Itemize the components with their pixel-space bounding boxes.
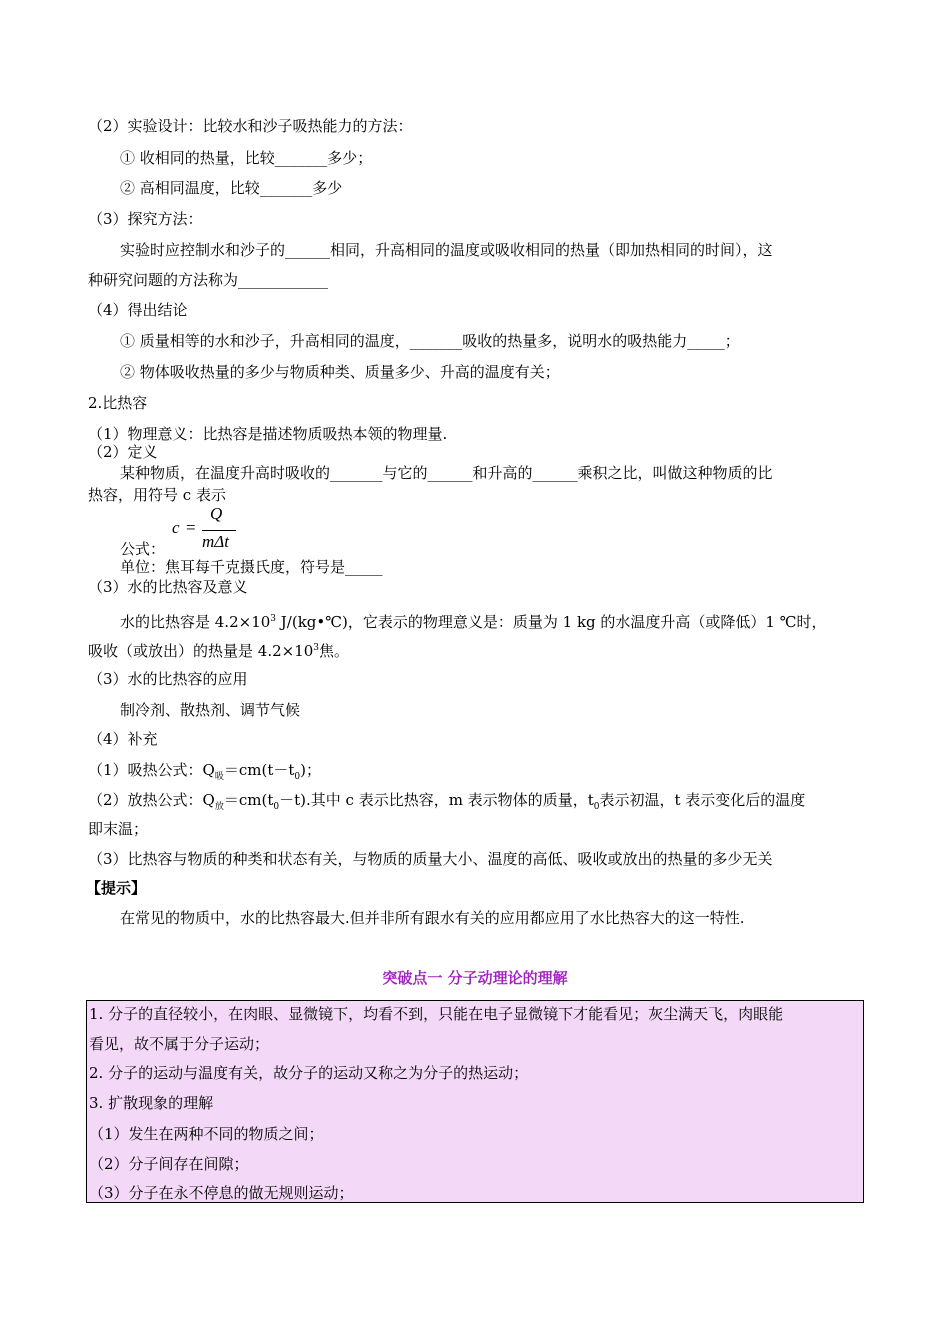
- text-line: （4）得出结论: [88, 301, 188, 319]
- text-line: （4）补充: [88, 730, 158, 748]
- text-line: （3）水的比热容及意义: [88, 578, 248, 596]
- box-line: 看见，故不属于分子运动；: [89, 1035, 270, 1053]
- box-line: （3）分子在永不停息的做无规则运动；: [89, 1184, 354, 1202]
- box-line: 2. 分子的运动与温度有关，故分子的运动又称之为分子的热运动；: [89, 1064, 529, 1082]
- formula-label: 公式：: [120, 540, 166, 558]
- text-line: 吸收（或放出）的热量是 $4.2\times 10^3$焦。: [88, 642, 350, 660]
- text-line: 种研究问题的方法称为____________: [88, 271, 329, 289]
- box-line: （1）发生在两种不同的物质之间；: [89, 1125, 324, 1143]
- section-title: 突破点一 分子动理论的理解: [382, 969, 568, 987]
- text-line: ② 物体吸收热量的多少与物质种类、质量多少、升高的温度有关；: [120, 363, 560, 381]
- text-line: ① 收相同的热量，比较_______多少；: [120, 149, 373, 167]
- text-line: 即末温；: [88, 820, 149, 838]
- text-line: （3）探究方法：: [88, 210, 203, 228]
- formula-equals: =: [186, 518, 196, 537]
- text-line: 某种物质，在温度升高时吸收的_______与它的______和升高的______乘积之比，叫做这种物质的比: [120, 464, 773, 482]
- text-line: （1）物理意义：比热容是描述物质吸热本领的物理量.: [88, 425, 448, 443]
- text-line: （2）定义: [88, 443, 158, 461]
- text-line: 热容，用符号 c 表示: [88, 486, 226, 504]
- formula-lhs: c: [172, 518, 180, 537]
- text-line: 单位：焦耳每千克摄氏度，符号是_____: [120, 558, 383, 576]
- formula-denominator: mΔt: [202, 532, 229, 551]
- box-line: 1. 分子的直径较小，在肉眼、显微镜下，均看不到，只能在电子显微镜下才能看见；灰尘满天飞，肉眼能: [89, 1005, 784, 1023]
- specific-heat-formula: [172, 504, 252, 552]
- box-line: 3. 扩散现象的理解: [89, 1094, 214, 1112]
- text-line: （3）水的比热容的应用: [88, 670, 248, 688]
- text-line: （1）吸热公式：$Q_吸=cm(t-t_0)$；: [88, 761, 321, 782]
- text-line: 制冷剂、散热剂、调节气候: [120, 701, 301, 719]
- box-line: （2）分子间存在间隙；: [89, 1155, 249, 1173]
- fraction-bar: [202, 530, 236, 531]
- text-line: （2）放热公式：$Q_放=cm(t_0-t)$.其中 c 表示比热容，m 表示物体的质量，$t_0$表示初温，t 表示变化后的温度: [88, 791, 806, 812]
- text-line: 在常见的物质中，水的比热容最大.但并非所有跟水有关的应用都应用了水比热容大的这一特性.: [120, 909, 745, 927]
- highlight-box: [86, 1000, 864, 1203]
- text-line: ① 质量相等的水和沙子，升高相同的温度，_______吸收的热量多，说明水的吸热能力_____；: [120, 332, 740, 350]
- text-line: ② 高相同温度，比较_______多少: [120, 179, 343, 197]
- text-line: （2）实验设计：比较水和沙子吸热能力的方法：: [88, 117, 413, 135]
- text-line: 水的比热容是 $4.2\times 10^3$ J/(kg•℃)，它表示的物理意义是：质量为 1 kg 的水温度升高（或降低）1 ℃时，: [120, 613, 827, 631]
- formula-numerator: Q: [210, 504, 223, 523]
- tip-heading: 【提示】: [86, 879, 147, 897]
- text-line: 实验时应控制水和沙子的______相同，升高相同的温度或吸收相同的热量（即加热相同的时间），这: [120, 241, 773, 259]
- heading: 2.比热容: [88, 394, 148, 412]
- text-line: （3）比热容与物质的种类和状态有关，与物质的质量大小、温度的高低、吸收或放出的热量的多少无关: [88, 850, 773, 868]
